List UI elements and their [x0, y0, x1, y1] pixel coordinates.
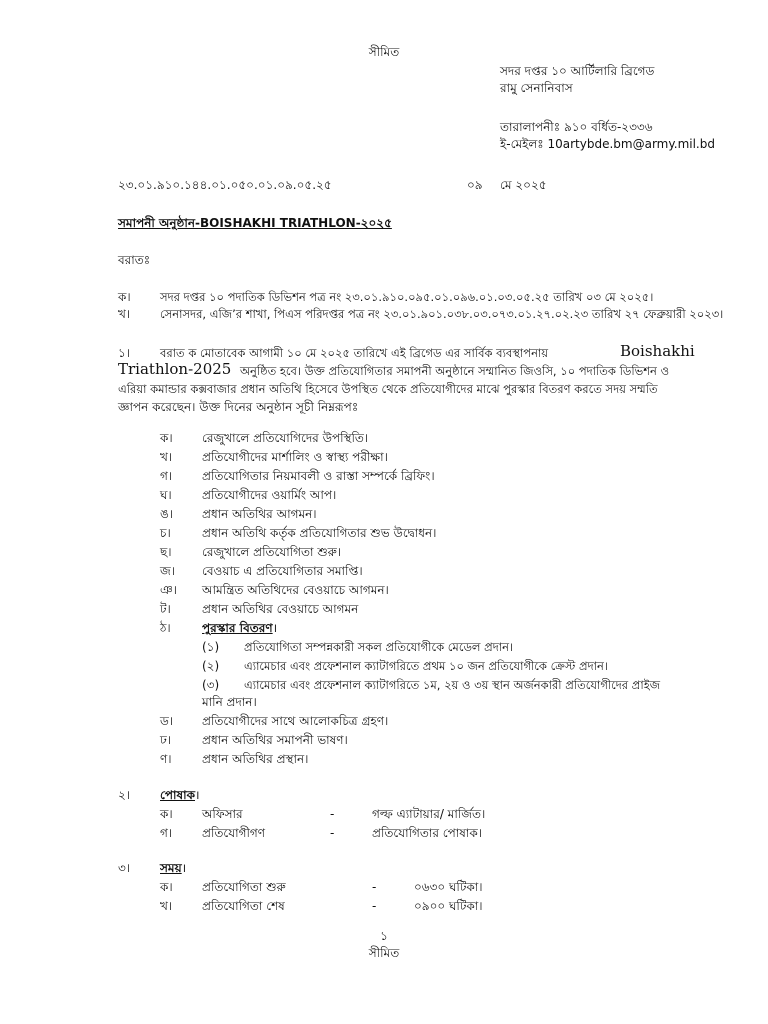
time-heading-end: ।	[181, 861, 187, 875]
time-label: প্রতিযোগিতা শেষ	[202, 899, 285, 913]
list-mark: ঠ।	[160, 621, 171, 635]
list-mark: চ।	[160, 526, 171, 540]
paragraph-text: অনুষ্ঠিত হবে। উক্ত প্রতিযোগিতার সমাপনী অনুষ্ঠানে সম্মানিত জিওসি, ১০ পদাতিক ডিভিশন ও	[240, 364, 670, 378]
prize-heading-text: পুরস্কার বিতরণ	[202, 621, 273, 635]
event-name: Boishakhi	[620, 342, 695, 360]
office-name: সদর দপ্তর ১০ আর্টিলারি ব্রিগেড	[500, 64, 655, 78]
reference-text: সেনাসদর, এজি’র শাখা, পিএস পরিদপ্তর পত্র নং ২৩.০১.৯০১.০৩৮.০৩.০৭৩.০১.২৭.০২.২৩ তারিখ ২৭ ফেব্রুয়ারী ২০২৩।	[160, 307, 724, 321]
dress-label: অফিসার	[202, 807, 243, 821]
sub-list-mark: (৩)	[202, 678, 220, 692]
paragraph-text: বরাত ক মোতাবেক আগামী ১০ মে ২০২৫ তারিখে এই ব্রিগেড এর সার্বিক ব্যবস্থাপনায়	[160, 346, 549, 360]
paragraph-number: ৩।	[118, 861, 131, 875]
list-mark: ড।	[160, 714, 174, 728]
reference-number: ২৩.০১.৯১০.১৪৪.০১.০৫০.০১.০৯.০৫.২৫	[118, 178, 332, 192]
time-value: ০৯০০ ঘটিকা।	[414, 899, 483, 913]
classification-top: সীমিত	[368, 45, 400, 59]
paragraph-text: এরিয়া কমান্ডার কক্সবাজার প্রধান অতিথি হিসেবে উপস্থিত থেকে প্রতিযোগীদের মাঝে পুরস্কার বিতরণ করতে সদয় সম্মতি	[118, 382, 658, 396]
time-heading	[160, 860, 186, 876]
list-mark: ক।	[160, 431, 173, 445]
references-title: বরাতঃ	[118, 253, 151, 267]
list-item: প্রধান অতিথি কর্তৃক প্রতিযোগিতার শুভ উদ্বোধন।	[202, 526, 437, 540]
list-mark: ণ।	[160, 752, 172, 766]
list-item: প্রতিযোগীদের সাথে আলোকচিত্র গ্রহণ।	[202, 714, 389, 728]
list-mark: ছ।	[160, 545, 172, 559]
dash: -	[330, 807, 335, 821]
list-mark: ঞ।	[160, 583, 177, 597]
sub-list-item: এ্যামেচার এবং প্রফেশনাল ক্যাটাগরিতে প্রথম ১০ জন প্রতিযোগীকে ক্রেস্ট প্রদান।	[244, 659, 608, 673]
dress-value: গল্ফ এ্যাটায়ার/ মার্জিত।	[372, 807, 486, 821]
list-mark: ঢ।	[160, 733, 172, 747]
list-item: প্রধান অতিথির সমাপনী ভাষণ।	[202, 733, 348, 747]
list-item: প্রতিযোগীদের ওয়ার্মিং আপ।	[202, 488, 337, 502]
reference-mark: খ।	[118, 307, 131, 321]
office-location: রামু সেনানিবাস	[500, 81, 573, 95]
dress-value: প্রতিযোগিতার পোষাক।	[372, 826, 483, 840]
list-item: আমন্ত্রিত অতিথিদের বেওয়াচে আগমন।	[202, 583, 389, 597]
list-mark: জ।	[160, 564, 176, 578]
time-heading-text: সময়	[160, 861, 182, 875]
time-value: ০৬৩০ ঘটিকা।	[414, 880, 483, 894]
sub-list-mark: (১)	[202, 640, 220, 654]
dress-heading-text: পোষাক	[160, 788, 195, 802]
date-month-year: মে ২০২৫	[500, 178, 547, 192]
office-phone: তারালাপনীঃ ৯১০ বর্ধিত-২৩৩৬	[500, 120, 653, 134]
page-number: ১	[380, 929, 388, 943]
list-mark: গ।	[160, 826, 173, 840]
dress-heading-end: ।	[195, 788, 200, 802]
list-mark: গ।	[160, 469, 173, 483]
sub-list-item-continued: মানি প্রদান।	[202, 695, 257, 709]
list-mark: খ।	[160, 450, 173, 464]
dress-label: প্রতিযোগীগণ	[202, 826, 266, 840]
office-email: ই-মেইলঃ 10artybde.bm@army.mil.bd	[500, 137, 715, 151]
paragraph-number: ২।	[118, 788, 131, 802]
subject-line: সমাপনী অনুষ্ঠান-BOISHAKHI TRIATHLON-২০২৫	[118, 216, 392, 230]
paragraph-number: ১।	[118, 346, 131, 360]
paragraph-text: জ্ঞাপন করেছেন। উক্ত দিনের অনুষ্ঠান সূচী নিম্নরূপঃ	[118, 400, 359, 414]
time-label: প্রতিযোগিতা শুরু	[202, 880, 286, 894]
list-mark: ঘ।	[160, 488, 172, 502]
list-item: বেওয়াচ এ প্রতিযোগিতার সমাপ্তি।	[202, 564, 363, 578]
reference-text: সদর দপ্তর ১০ পদাতিক ডিভিশন পত্র নং ২৩.০১.৯১০.০৯৫.০১.০৯৬.০১.০৩.০৫.২৫ তারিখ ০৩ মে ২০২৫।	[160, 290, 654, 304]
dress-heading	[160, 787, 200, 803]
dash: -	[372, 880, 377, 894]
list-item: প্রধান অতিথির আগমন।	[202, 507, 317, 521]
prize-heading-end: ।	[272, 621, 278, 635]
list-mark: খ।	[160, 899, 173, 913]
event-name: Triathlon-2025	[118, 360, 232, 378]
dash: -	[372, 899, 377, 913]
list-item: প্রতিযোগিতার নিয়মাবলী ও রাস্তা সম্পর্কে ব্রিফিং।	[202, 469, 435, 483]
sub-list-item: প্রতিযোগিতা সম্পন্নকারী সকল প্রতিযোগীকে মেডেল প্রদান।	[244, 640, 514, 654]
list-mark: ট।	[160, 602, 171, 616]
list-item: প্রধান অতিথির প্রস্থান।	[202, 752, 309, 766]
list-mark: ক।	[160, 807, 173, 821]
list-item: প্রধান অতিথির বেওয়াচে আগমন	[202, 602, 359, 616]
sub-list-mark: (২)	[202, 659, 220, 673]
reference-mark: ক।	[118, 290, 131, 304]
classification-bottom: সীমিত	[368, 946, 400, 960]
date-day: ০৯	[467, 178, 483, 192]
list-item: রেজুখালে প্রতিযোগিদের উপস্থিতি।	[202, 431, 369, 445]
dash: -	[330, 826, 335, 840]
list-mark: ক।	[160, 880, 173, 894]
list-mark: ঙ।	[160, 507, 174, 521]
sub-list-item: এ্যামেচার এবং প্রফেশনাল ক্যাটাগরিতে ১ম, ২য় ও ৩য় স্থান অর্জনকারী প্রতিযোগীদের প্রাইজ	[244, 678, 660, 692]
list-item: প্রতিযোগীদের মার্শালিং ও স্বাস্থ্য পরীক্ষা।	[202, 450, 388, 464]
prize-heading	[202, 620, 277, 636]
list-item: রেজুখালে প্রতিযোগিতা শুরু।	[202, 545, 342, 559]
